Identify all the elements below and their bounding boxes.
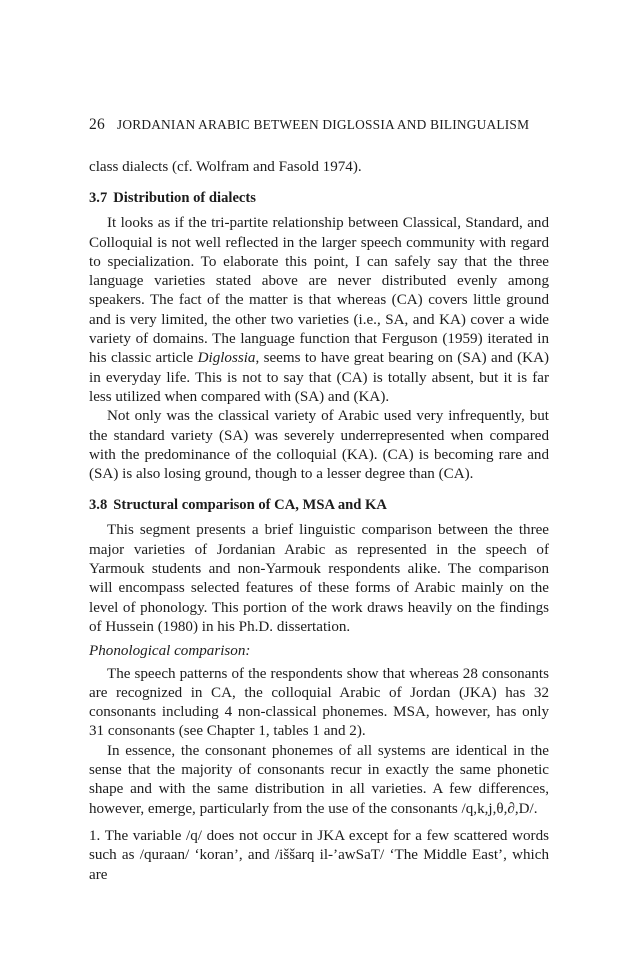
page-number: 26 — [89, 116, 105, 133]
section-title: Distribution of dialects — [113, 190, 256, 207]
book-page — [89, 116, 549, 885]
paragraph-text: It looks as if the tri-partite relationship between Classical, Standard, and Colloquial is not well reflected in the larger speech community with regard to specialization. To elaborate this point, I can safely say that the three language varieties stated above are never distributed evenly among speakers. The fact of the matter is that whereas (CA) covers little ground and is very limited, the other two varieties (i.e., SA, and KA) cover a wide variety of domains. The language function that Ferguson (1959) iterated in his classic article — [89, 215, 549, 367]
paragraph-structural-3: In essence, the consonant phonemes of all systems are identical in the sense that the majority of consonants recur in exactly the same phonetic shape and with the same distribution in all varieties. A few differences, however, emerge, particularly from the use of the consonants /q,k,j,θ,∂,D/. — [89, 742, 549, 817]
subheading-phonological: Phonological comparison: — [89, 643, 251, 660]
section-number: 3.7 — [89, 190, 108, 207]
running-head — [89, 116, 549, 134]
paragraph-structural-2: The speech patterns of the respondents show that whereas 28 consonants are recognized in CA, the colloquial Arabic of Jordan (JKA) has 32 consonants including 4 non-classical phonemes. MSA, however, has only 31 consonants (see Chapter 1, tables 1 and 2). — [89, 665, 549, 740]
paragraph-structural-1: This segment presents a brief linguistic comparison between the three major varieties of Jordanian Arabic as represented in the speech of Yarmouk students and non-Yarmouk respondents alike. The comparison will encompass selected features of these forms of Arabic mainly on the level of phonology. This portion of the work draws heavily on the findings of Hussein (1980) in his Ph.D. dissertation. — [89, 522, 549, 635]
article-title-italic: Diglossia — [197, 350, 256, 367]
paragraph-distribution-2: Not only was the classical variety of Arabic used very infrequently, but the standard variety (SA) was severely underrepresented when compared with the predominance of the colloquial (KA). (CA) is becoming rare and (SA) is also losing ground, though to a lesser degree than (CA). — [89, 408, 549, 483]
numbered-item-1: 1. The variable /q/ does not occur in JKA except for a few scattered words such as /quraan/ ‘koran’, and /iššarq il-’awSaT/ ‘The Middle East’, which are — [89, 827, 549, 883]
running-head-title: JORDANIAN ARABIC BETWEEN DIGLOSSIA AND BILINGUALISM — [116, 117, 530, 132]
section-heading-3-7 — [89, 189, 549, 208]
section-heading-3-8 — [89, 496, 549, 515]
section-title: Structural comparison of CA, MSA and KA — [113, 497, 387, 514]
paragraph-distribution-1 — [89, 214, 549, 407]
paragraph-text: , seems to have great bearing on (SA) and (KA) in everyday life. This is not to say that (CA) is totally absent, but it is far less utilized when compared with (SA) and (KA). — [89, 350, 549, 405]
section-number: 3.8 — [89, 497, 108, 514]
carryover-paragraph: class dialects (cf. Wolfram and Fasold 1974). — [89, 159, 362, 175]
